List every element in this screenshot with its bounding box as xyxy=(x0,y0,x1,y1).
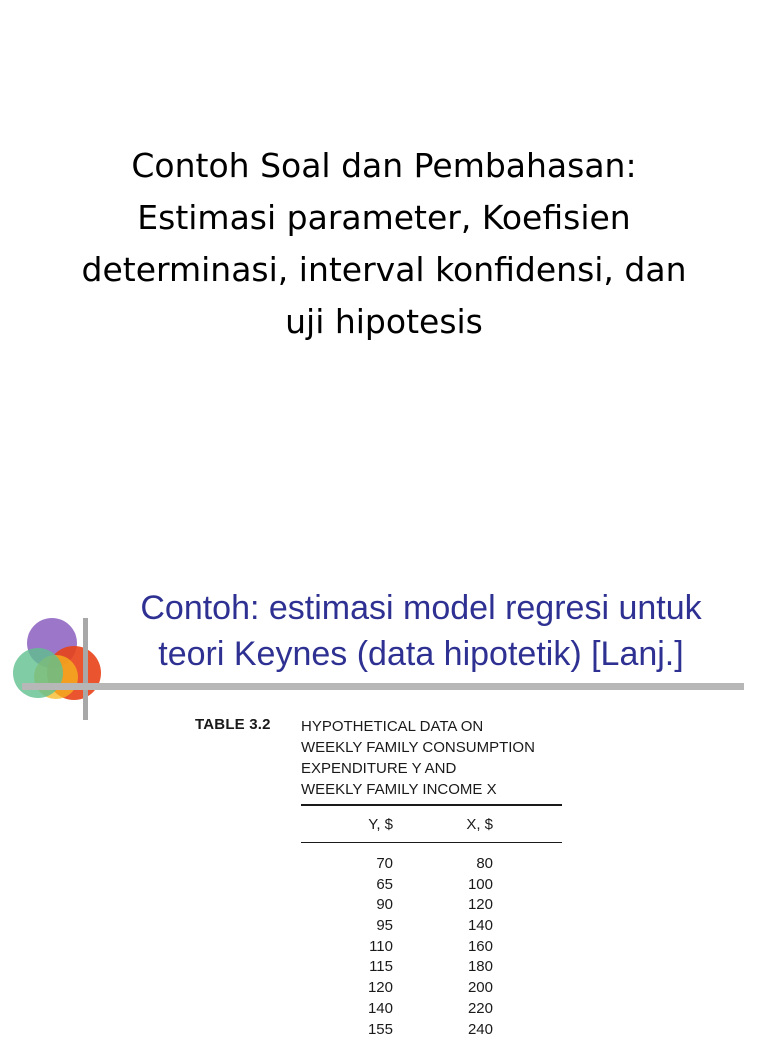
table-caption xyxy=(301,716,581,800)
vertical-divider xyxy=(83,618,88,720)
overlapping-circles-logo-icon xyxy=(8,615,108,705)
cell-x: 120 xyxy=(437,895,493,916)
section-heading xyxy=(96,585,746,677)
cell-x: 200 xyxy=(437,978,493,999)
table-row xyxy=(300,1020,562,1040)
table-top-rule xyxy=(301,804,562,806)
cell-x: 220 xyxy=(437,999,493,1020)
section-heading-line: Contoh: estimasi model regresi untuk xyxy=(96,585,746,631)
table-caption-line: EXPENDITURE Y AND xyxy=(301,758,581,779)
cell-x: 140 xyxy=(437,916,493,937)
table-row xyxy=(300,854,562,875)
table-body xyxy=(300,854,562,1040)
table-caption-line: WEEKLY FAMILY CONSUMPTION xyxy=(301,737,581,758)
table-row xyxy=(300,916,562,937)
cell-y: 155 xyxy=(340,1020,393,1040)
cell-y: 95 xyxy=(340,916,393,937)
cell-y: 140 xyxy=(340,999,393,1020)
table-row xyxy=(300,875,562,896)
cell-x: 100 xyxy=(437,875,493,896)
cell-x: 160 xyxy=(437,937,493,958)
slide-title-line: uji hipotesis xyxy=(40,296,728,348)
cell-y: 115 xyxy=(340,957,393,978)
table-row xyxy=(300,937,562,958)
slide-title xyxy=(40,140,728,348)
table-header-rule xyxy=(301,842,562,843)
slide-title-line: determinasi, interval konfidensi, dan xyxy=(40,244,728,296)
cell-x: 240 xyxy=(437,1020,493,1040)
cell-x: 180 xyxy=(437,957,493,978)
cell-y: 70 xyxy=(340,854,393,875)
slide-title-line: Contoh Soal dan Pembahasan: xyxy=(40,140,728,192)
cell-x: 80 xyxy=(437,854,493,875)
slide-title-line: Estimasi parameter, Koefisien xyxy=(40,192,728,244)
table-caption-line: HYPOTHETICAL DATA ON xyxy=(301,716,581,737)
table-row xyxy=(300,957,562,978)
section-heading-line: teori Keynes (data hipotetik) [Lanj.] xyxy=(96,631,746,677)
table-label: TABLE 3.2 xyxy=(195,716,271,733)
horizontal-divider xyxy=(22,683,744,690)
table-caption-line: WEEKLY FAMILY INCOME X xyxy=(301,779,581,800)
cell-y: 120 xyxy=(340,978,393,999)
column-header-x: X, $ xyxy=(437,816,493,833)
table-row xyxy=(300,999,562,1020)
table-row xyxy=(300,895,562,916)
cell-y: 65 xyxy=(340,875,393,896)
table-row xyxy=(300,978,562,999)
cell-y: 110 xyxy=(340,937,393,958)
column-header-y: Y, $ xyxy=(340,816,393,833)
cell-y: 90 xyxy=(340,895,393,916)
